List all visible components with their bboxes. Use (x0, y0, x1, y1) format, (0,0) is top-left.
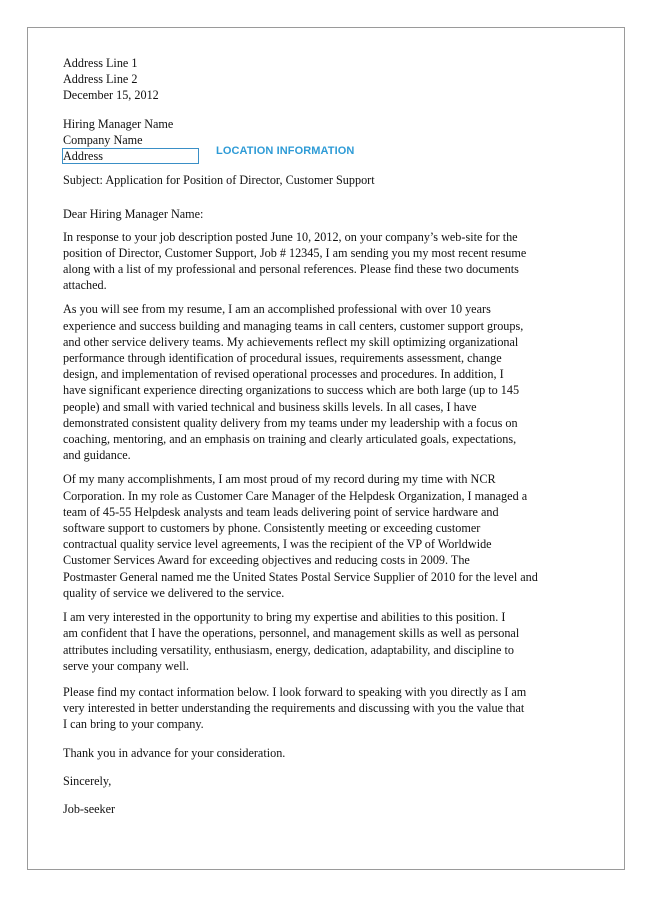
thanks-line: Thank you in advance for your consideration. (63, 745, 286, 760)
paragraph-line: Postmaster General named me the United States Postal Service Supplier of 2010 for the level and (63, 569, 538, 584)
address-field[interactable]: Address (62, 148, 199, 164)
paragraph-line: In response to your job description posted June 10, 2012, on your company’s web-site for the (63, 229, 518, 244)
paragraph-line: and other service delivery teams. My achievements reflect my skill optimizing organizational (63, 334, 519, 349)
salutation: Dear Hiring Manager Name: (63, 207, 204, 222)
paragraph-line: Corporation. In my role as Customer Care Manager of the Helpdesk Organization, I managed a (63, 488, 528, 503)
letter-date: December 15, 2012 (63, 88, 159, 103)
paragraph-1 (63, 229, 563, 294)
paragraph-line: attributes including versatility, enthusiasm, energy, dedication, adaptability, and discipline to (63, 642, 514, 657)
paragraph-line: team of 45-55 Helpdesk analysts and team leads delivering point of service hardware and (63, 504, 499, 519)
paragraph-line: along with a list of my professional and personal references. Please find these two documents (63, 262, 519, 277)
paragraph-line: I can bring to your company. (63, 717, 204, 732)
subject-line: Subject: Application for Position of Director, Customer Support (63, 173, 375, 188)
paragraph-2 (63, 301, 563, 463)
paragraph-line: serve your company well. (63, 658, 189, 673)
paragraph-4 (63, 609, 563, 674)
location-information-label: LOCATION INFORMATION (216, 145, 355, 157)
paragraph-line: have significant experience directing organizations to success which are both large (up to 145 (63, 383, 520, 398)
paragraph-line: I am very interested in the opportunity to bring my expertise and abilities to this position. I (63, 610, 506, 625)
paragraph-line: design, and implementation of revised operational processes and procedures. In addition, I (63, 367, 504, 382)
paragraph-line: people) and small with varied technical and business skills levels. In all cases, I have (63, 399, 477, 414)
paragraph-line: demonstrated consistent quality delivery from my teams under my leadership with a focus on (63, 415, 518, 430)
paragraph-line: experience and success building and managing teams in call centers, customer support groups, (63, 318, 524, 333)
paragraph-line: attached. (63, 278, 107, 293)
recipient-company: Company Name (63, 132, 143, 147)
paragraph-line: very interested in better understanding the requirements and discussing with you the value that (63, 701, 525, 716)
paragraph-3 (63, 471, 563, 601)
paragraph-5 (63, 684, 563, 733)
paragraph-line: and guidance. (63, 448, 131, 463)
paragraph-line: position of Director, Customer Support, Job # 12345, I am sending you my most recent resume (63, 245, 527, 260)
paragraph-line: software support to customers by phone. Consistently meeting or exceeding customer (63, 521, 481, 536)
paragraph-line: coaching, mentoring, and an emphasis on training and clearly articulated goals, expectations, (63, 432, 517, 447)
recipient-name: Hiring Manager Name (63, 116, 174, 131)
paragraph-line: quality of service we delivered to the service. (63, 585, 285, 600)
paragraph-line: Customer Services Award for exceeding objectives and reducing costs in 2009. The (63, 553, 470, 568)
paragraph-line: Please find my contact information below. I look forward to speaking with you directly as I am (63, 684, 527, 699)
sender-address-line-1: Address Line 1 (63, 56, 138, 70)
paragraph-line: performance through identification of procedural issues, requirements assessment, change (63, 351, 502, 366)
paragraph-line: As you will see from my resume, I am an accomplished professional with over 10 years (63, 302, 491, 317)
closing: Sincerely, (63, 773, 112, 788)
paragraph-line: am confident that I have the operations, personnel, and management skills as well as personal (63, 626, 520, 641)
paragraph-line: Of my many accomplishments, I am most proud of my record during my time with NCR (63, 472, 496, 487)
cover-letter (63, 55, 563, 817)
paragraph-line: contractual quality service level agreements, I was the recipient of the VP of Worldwide (63, 537, 492, 552)
sender-address-line-2: Address Line 2 (63, 72, 138, 87)
signature: Job-seeker (63, 801, 116, 816)
document-page (27, 27, 625, 870)
